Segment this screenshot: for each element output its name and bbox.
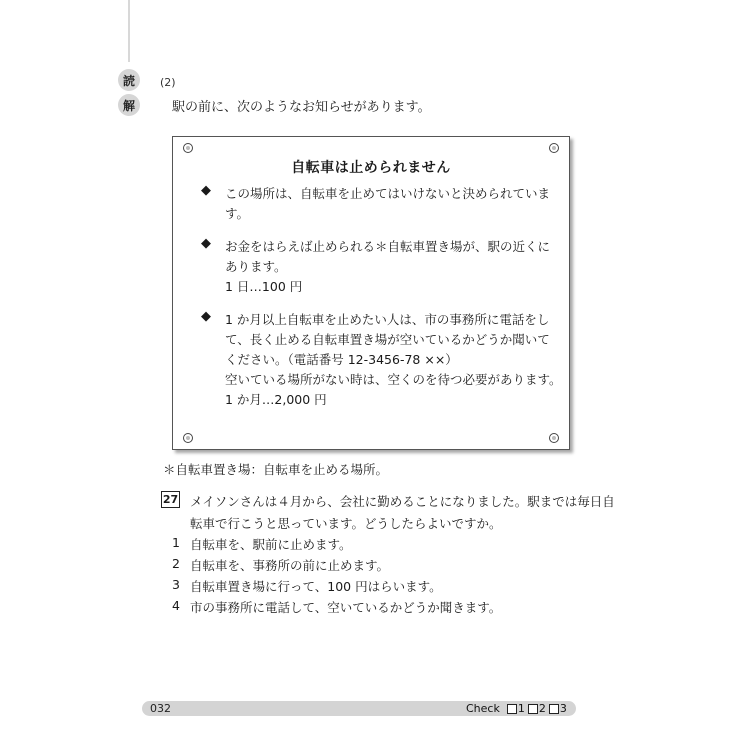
diamond-bullet-icon: ◆ — [201, 236, 211, 251]
question-number-box: 27 — [162, 493, 179, 506]
question-group-number: (2) — [160, 76, 176, 89]
notice-title: 自転車は止められません — [291, 160, 451, 176]
notice-item-2-line-1: お金をはらえば止められる＊自転車置き場が、駅の近くに — [225, 239, 551, 254]
section-badge-read: 読 — [118, 69, 140, 91]
footnote: ＊自転車置き場：自転車を止める場所。 — [163, 462, 389, 477]
check-box-label-3: 3 — [559, 702, 567, 715]
pin-icon — [183, 433, 193, 443]
check-boxes — [466, 702, 567, 715]
check-box-3[interactable] — [549, 704, 559, 714]
question-text-line-2: 転車で行こうと思っています。どうしたらよいですか。 — [190, 516, 502, 531]
check-box-1[interactable] — [507, 704, 517, 714]
notice-item-2-price: 1 日…100 円 — [225, 279, 303, 294]
answer-option-1[interactable]: 自転車を、駅前に止めます。 — [190, 537, 352, 552]
answer-option-2[interactable]: 自転車を、事務所の前に止めます。 — [190, 558, 390, 573]
pin-icon — [549, 433, 559, 443]
notice-item-2-line-2: あります。 — [225, 259, 287, 274]
page-number: 032 — [150, 702, 171, 715]
diamond-bullet-icon: ◆ — [201, 183, 211, 198]
intro-text: 駅の前に、次のようなお知らせがあります。 — [172, 100, 431, 115]
check-box-label-1: 1 — [517, 702, 525, 715]
notice-item-1-line-2: す。 — [225, 206, 250, 221]
check-label: Check — [466, 702, 500, 715]
diamond-bullet-icon: ◆ — [201, 309, 211, 324]
notice-item-3-line-2: て、長く止める自転車置き場が空いているかどうか聞いて — [225, 332, 550, 347]
option-number: 1 — [172, 535, 180, 550]
notice-item-3-line-1: 1 か月以上自転車を止めたい人は、市の事務所に電話をし — [225, 312, 550, 327]
notice-item-1-line-1: この場所は、自転車を止めてはいけないと決められていま — [225, 186, 551, 201]
answer-option-4[interactable]: 市の事務所に電話して、空いているかどうか聞きます。 — [190, 600, 502, 615]
option-number: 2 — [172, 556, 180, 571]
section-badge-comprehension: 解 — [118, 94, 140, 116]
notice-board — [172, 136, 570, 450]
pin-icon — [183, 143, 193, 153]
question-text-line-1: メイソンさんは４月から、会社に勤めることになりました。駅までは毎日自 — [190, 494, 615, 509]
check-box-label-2: 2 — [538, 702, 546, 715]
notice-item-3-price: 1 か月…2,000 円 — [225, 392, 327, 407]
option-number: 4 — [172, 598, 180, 613]
notice-item-3-line-3: ください。（電話番号 12-3456-78 ××） — [225, 352, 458, 367]
answer-option-3[interactable]: 自転車置き場に行って、100 円はらいます。 — [190, 579, 442, 594]
check-box-2[interactable] — [528, 704, 538, 714]
page-edge-rule — [128, 0, 130, 62]
option-number: 3 — [172, 577, 180, 592]
pin-icon — [549, 143, 559, 153]
notice-item-3-line-4: 空いている場所がない時は、空くのを待つ必要があります。 — [225, 372, 562, 387]
